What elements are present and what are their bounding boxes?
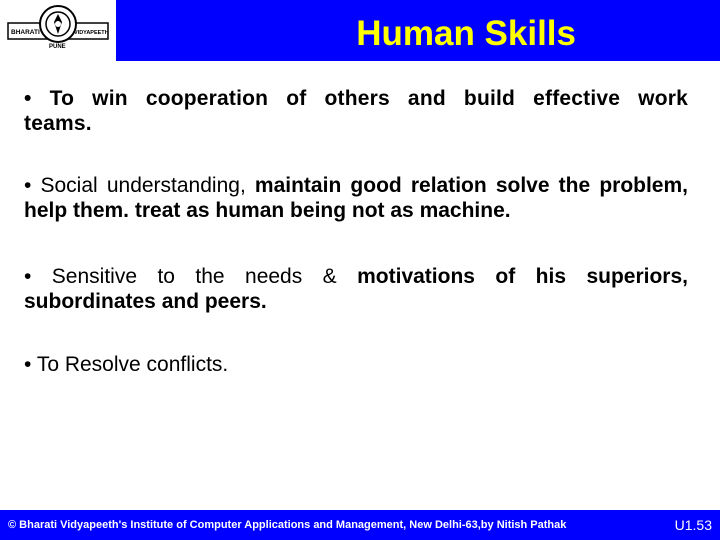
footer-bar: [0, 510, 720, 540]
logo-emblem-icon: [0, 0, 116, 61]
bullet-marker: •: [24, 265, 32, 288]
logo-right-text: VIDYAPEETH: [74, 30, 109, 36]
bullet-text-bold: maintain good relation solve the problem, help them. treat as human being not as machine.: [24, 174, 688, 222]
bullet-text-bold: motivations of his superiors, subordinates and peers.: [24, 265, 688, 313]
slide-title: Human Skills: [356, 14, 576, 53]
bullet-item-4: [24, 352, 228, 377]
institute-logo: [0, 0, 116, 61]
slide-number: U1.53: [674, 517, 712, 533]
bullet-text: To Resolve conflicts.: [36, 353, 229, 376]
bullet-text-plain: Social understanding,: [40, 174, 255, 197]
logo-bottom-text: PUNE: [49, 44, 66, 50]
bullet-text-plain: Sensitive to the needs &: [51, 265, 358, 288]
logo-left-text: BHARATI: [11, 29, 40, 36]
copyright-text: © Bharati Vidyapeeth's Institute of Computer Applications and Management, New Delhi-63,by Nitish Pathak: [8, 519, 567, 531]
bullet-marker: •: [24, 87, 32, 110]
bullet-text: To win cooperation of others and build effective work teams.: [24, 87, 688, 135]
bullet-item-1: [24, 86, 688, 136]
bullet-marker: •: [24, 353, 32, 376]
bullet-item-3: [24, 264, 688, 314]
title-divider: [0, 61, 720, 65]
title-bar: [116, 0, 720, 61]
bullet-marker: •: [24, 174, 32, 197]
bullet-item-2: [24, 173, 688, 223]
